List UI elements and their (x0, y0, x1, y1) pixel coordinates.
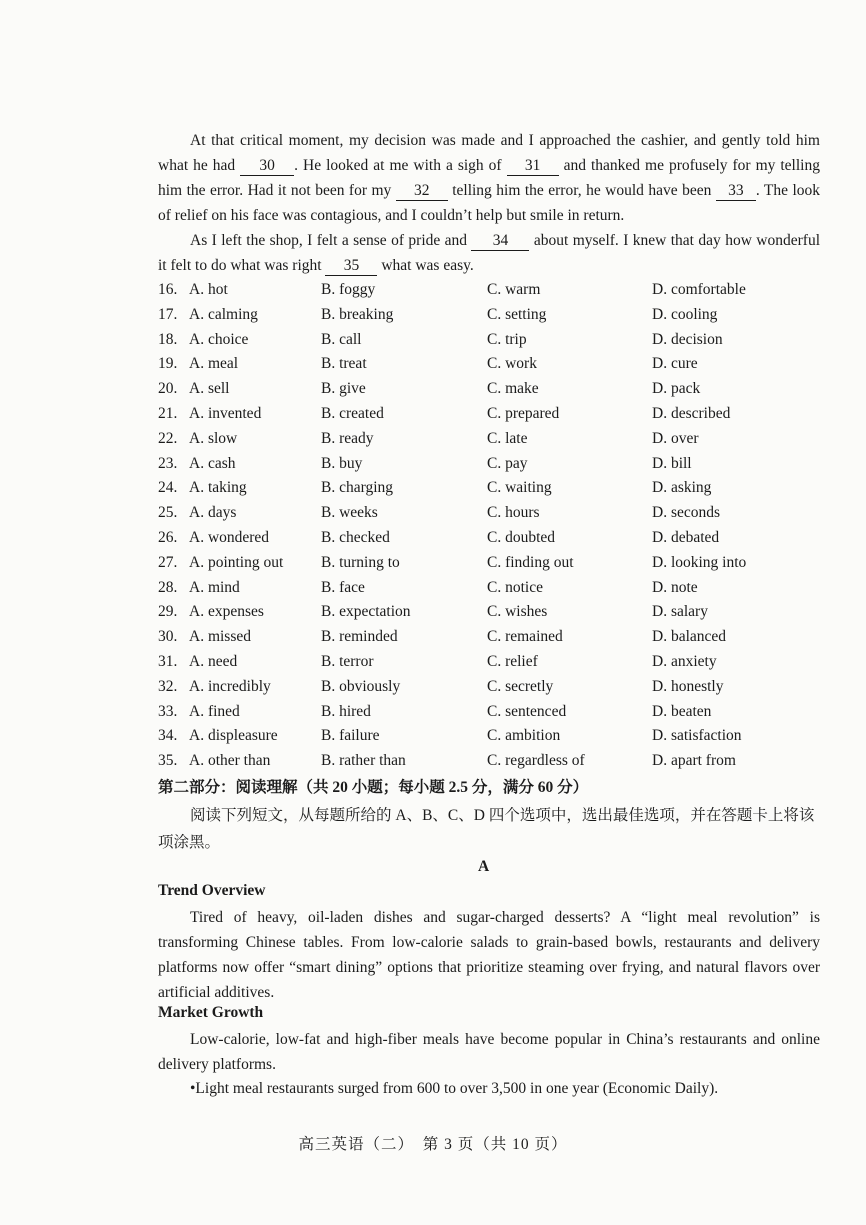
option-b: B. weeks (321, 504, 378, 522)
option-d: D. comfortable (652, 281, 746, 298)
option-row (158, 328, 798, 353)
option-b: B. call (321, 330, 362, 348)
option-a: A. other than (189, 752, 271, 770)
option-row (158, 526, 798, 551)
options-list (158, 278, 798, 774)
question-number: 32. (158, 677, 178, 695)
option-a: A. cash (189, 454, 236, 472)
passage-paragraph-2 (158, 228, 820, 278)
option-c: C. waiting (487, 479, 552, 497)
option-d: D. anxiety (652, 652, 717, 670)
option-a: A. slow (189, 429, 238, 447)
option-row (158, 501, 798, 526)
question-number: 23. (158, 454, 178, 472)
instruction-text: 阅读下列短文，从每题所给的 A、B、C、D 四个选项中，选出最佳选项，并在答题卡上将该项涂黑。 (158, 807, 815, 851)
option-b: B. foggy (321, 281, 376, 298)
question-number: 33. (158, 702, 178, 720)
option-row (158, 303, 798, 328)
option-c: C. ambition (487, 727, 561, 745)
passage-text: and thanked me profusely for my telling him the error. Had it not been for my (158, 157, 820, 199)
option-row (158, 749, 798, 774)
option-b: B. give (321, 380, 366, 398)
option-b: B. charging (321, 479, 394, 497)
option-row (158, 675, 798, 700)
option-b: B. face (321, 578, 365, 596)
option-c: C. finding out (487, 553, 574, 571)
option-d: D. beaten (652, 702, 712, 720)
section-instruction (158, 802, 820, 856)
article-paragraph-1 (158, 905, 820, 1005)
option-d: D. satisfaction (652, 727, 742, 745)
option-c: C. hours (487, 504, 540, 522)
question-number: 24. (158, 479, 178, 497)
option-a: A. choice (189, 330, 249, 348)
article-bullet (158, 1076, 820, 1101)
option-row (158, 576, 798, 601)
passage-text: what was easy. (377, 257, 474, 274)
option-d: D. bill (652, 454, 692, 472)
option-b: B. created (321, 404, 384, 422)
article-heading-trend: Trend Overview (158, 882, 266, 899)
option-d: D. pack (652, 380, 701, 398)
blank-30: 30 (240, 157, 294, 176)
option-c: C. regardless of (487, 752, 585, 770)
option-c: C. work (487, 355, 537, 373)
option-c: C. secretly (487, 677, 554, 695)
option-d: D. looking into (652, 553, 747, 571)
option-c: C. late (487, 429, 528, 447)
option-b: B. reminded (321, 628, 398, 646)
question-number: 30. (158, 628, 178, 646)
option-b: B. turning to (321, 553, 400, 571)
option-b: B. treat (321, 355, 367, 373)
option-b: B. checked (321, 528, 390, 546)
option-d: D. cooling (652, 305, 718, 323)
question-number: 26. (158, 528, 178, 546)
question-number: 16. (158, 281, 178, 298)
option-b: B. rather than (321, 752, 406, 770)
article-paragraph-2 (158, 1027, 820, 1077)
blank-31: 31 (507, 157, 559, 176)
option-c: C. pay (487, 454, 528, 472)
option-b: B. ready (321, 429, 374, 447)
page-footer: 高三英语（二） 第 3 页（共 10 页） (298, 1136, 568, 1153)
option-c: C. remained (487, 628, 563, 646)
passage-text: about myself. I knew that day how wonderful it felt to do what was right (158, 232, 820, 274)
question-number: 18. (158, 330, 178, 348)
question-number: 35. (158, 752, 178, 770)
passage-text: . He looked at me with a sigh of (294, 157, 507, 174)
option-row (158, 452, 798, 477)
question-number: 19. (158, 355, 178, 373)
option-b: B. buy (321, 454, 363, 472)
option-c: C. doubted (487, 528, 556, 546)
option-a: A. hot (189, 281, 228, 298)
option-a: A. calming (189, 305, 258, 323)
option-a: A. need (189, 652, 238, 670)
option-a: A. fined (189, 702, 240, 720)
passage-letter: A (478, 858, 490, 875)
option-c: C. trip (487, 330, 527, 348)
option-d: D. cure (652, 355, 698, 373)
option-c: C. wishes (487, 603, 548, 621)
option-b: B. failure (321, 727, 380, 745)
option-d: D. decision (652, 330, 723, 348)
article-text: Tired of heavy, oil-laden dishes and sugar-charged desserts? A “light meal revolution” is transforming Chinese tables. From low-calorie salads to grain-based bowls, restaurants and delivery platforms now offer “smart dining” options that prioritize steaming over frying, and natural flavors over artificial additives. (158, 909, 820, 1001)
blank-35: 35 (325, 257, 377, 276)
bullet-text: •Light meal restaurants surged from 600 to over 3,500 in one year (Economic Daily). (190, 1080, 719, 1097)
article-heading-market: Market Growth (158, 1004, 264, 1021)
passage-paragraph-1 (158, 128, 820, 228)
option-b: B. expectation (321, 603, 411, 621)
option-a: A. displeasure (189, 727, 278, 745)
question-number: 29. (158, 603, 178, 621)
passage-text: telling him the error, he would have been (447, 182, 716, 199)
option-row (158, 600, 798, 625)
question-number: 25. (158, 504, 178, 522)
question-number: 21. (158, 404, 178, 422)
question-number: 34. (158, 727, 178, 745)
option-a: A. sell (189, 380, 230, 398)
question-number: 22. (158, 429, 178, 447)
option-row (158, 476, 798, 501)
option-a: A. incredibly (189, 677, 271, 695)
option-a: A. wondered (189, 528, 270, 546)
question-number: 28. (158, 578, 178, 596)
blank-32: 32 (396, 182, 448, 201)
option-row (158, 724, 798, 749)
option-a: A. meal (189, 355, 239, 373)
option-c: C. warm (487, 281, 541, 298)
passage-text: . The look of relief on his face was contagious, and I couldn’t help but smile in return. (158, 182, 821, 224)
section-heading: 第二部分：阅读理解（共 20 小题；每小题 2.5 分，满分 60 分） (158, 779, 589, 796)
option-row (158, 402, 798, 427)
option-row (158, 625, 798, 650)
question-number: 27. (158, 553, 178, 571)
option-row (158, 650, 798, 675)
option-d: D. apart from (652, 752, 736, 770)
option-b: B. hired (321, 702, 371, 720)
option-row (158, 352, 798, 377)
option-row (158, 278, 798, 303)
question-number: 17. (158, 305, 178, 323)
option-d: D. seconds (652, 504, 721, 522)
passage-text: At that critical moment, my decision was made and I approached the cashier, and gently told him what he had (158, 132, 820, 174)
option-d: D. asking (652, 479, 712, 497)
option-c: C. relief (487, 652, 538, 670)
option-b: B. breaking (321, 305, 394, 323)
option-a: A. invented (189, 404, 262, 422)
option-a: A. days (189, 504, 237, 522)
option-row (158, 551, 798, 576)
option-b: B. terror (321, 652, 374, 670)
option-d: D. honestly (652, 677, 724, 695)
blank-33: 33 (716, 182, 756, 201)
blank-34: 34 (471, 232, 529, 251)
option-c: C. setting (487, 305, 547, 323)
option-a: A. mind (189, 578, 240, 596)
passage-text: As I left the shop, I felt a sense of pride and (190, 232, 472, 249)
option-row (158, 700, 798, 725)
question-number: 20. (158, 380, 178, 398)
option-c: C. notice (487, 578, 543, 596)
option-row (158, 377, 798, 402)
option-a: A. expenses (189, 603, 264, 621)
option-row (158, 427, 798, 452)
option-a: A. missed (189, 628, 251, 646)
option-d: D. debated (652, 528, 720, 546)
option-a: A. pointing out (189, 553, 284, 571)
option-d: D. salary (652, 603, 708, 621)
option-d: D. described (652, 404, 731, 422)
option-c: C. prepared (487, 404, 560, 422)
option-d: D. note (652, 578, 698, 596)
option-c: C. make (487, 380, 539, 398)
option-c: C. sentenced (487, 702, 567, 720)
option-d: D. balanced (652, 628, 727, 646)
option-a: A. taking (189, 479, 247, 497)
option-d: D. over (652, 429, 699, 447)
question-number: 31. (158, 652, 178, 670)
article-text: Low-calorie, low-fat and high-fiber meals have become popular in China’s restaurants and online delivery platforms. (158, 1031, 820, 1073)
option-b: B. obviously (321, 677, 401, 695)
